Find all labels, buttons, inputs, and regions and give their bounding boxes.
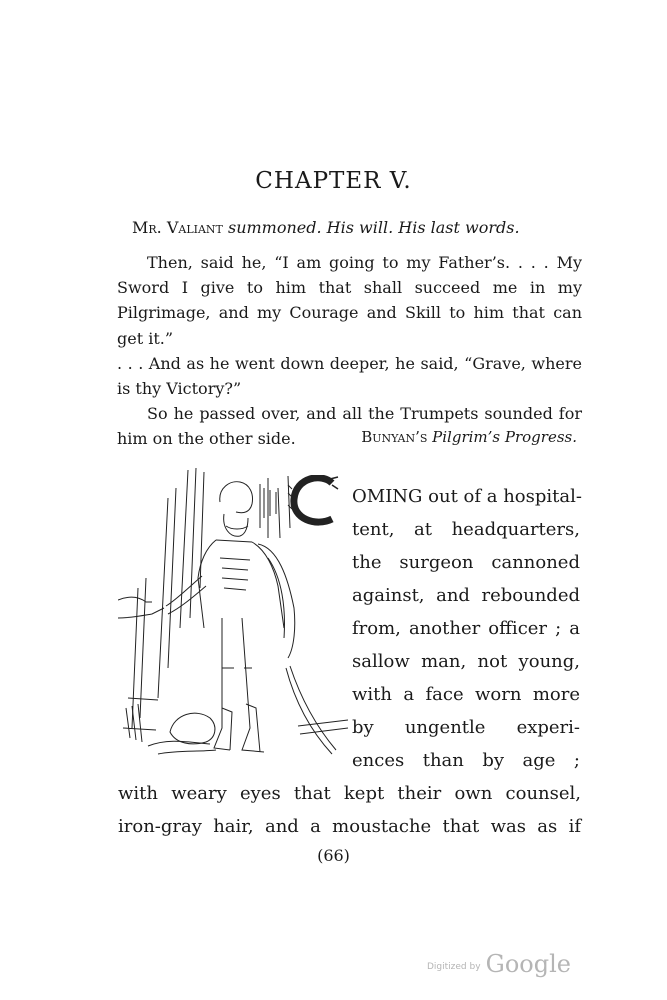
body-line: with a face worn more [352,684,580,705]
body-line: ences than by age ; [352,750,580,771]
epigraph-paragraph: Then, said he, “I am going to my Father’s. . . . My Sword I give to him that shall succeed me in my Pilgrimage, and my Courage and Skill to him that can get it.” [117,253,582,348]
watermark-prefix: Digitized by [427,962,481,972]
body-line: by ungentle experi- [352,717,580,738]
body-line: the surgeon cannoned [352,552,580,573]
body-text-beside-image [352,480,580,777]
page-number: (66) [317,846,350,865]
chapter-summary [132,218,520,237]
attribution-author: Bunyan’s [361,428,428,446]
dropcap-c [286,475,342,527]
epigraph-paragraph: So he passed over, and all the Trumpets sounded for him on the other side. [117,404,582,449]
body-line: OMING out of a hospital- [352,486,582,507]
attribution-work: Pilgrim’s Progress. [432,428,577,446]
body-line: iron-gray hair, and a moustache that was as if [118,816,581,837]
body-line: from, another officer ; a [352,618,580,639]
body-line: against, and rebounded [352,585,580,606]
chapter-title: CHAPTER V. [255,168,412,194]
digitized-watermark [427,950,571,978]
summary-name: Mr. Valiant [132,218,223,237]
epigraph-attribution [361,428,577,446]
epigraph [117,250,582,452]
body-text-full-width [118,777,581,843]
epigraph-paragraph: . . . And as he went down deeper, he said, “Grave, where is thy Victory?” [117,353,582,399]
body-line: sallow man, not young, [352,651,580,672]
watermark-brand: Google [485,950,571,978]
body-line: with weary eyes that kept their own counsel, [118,783,581,804]
body-line: tent, at headquarters, [352,519,580,540]
summary-text: summoned. His will. His last words. [222,218,520,237]
